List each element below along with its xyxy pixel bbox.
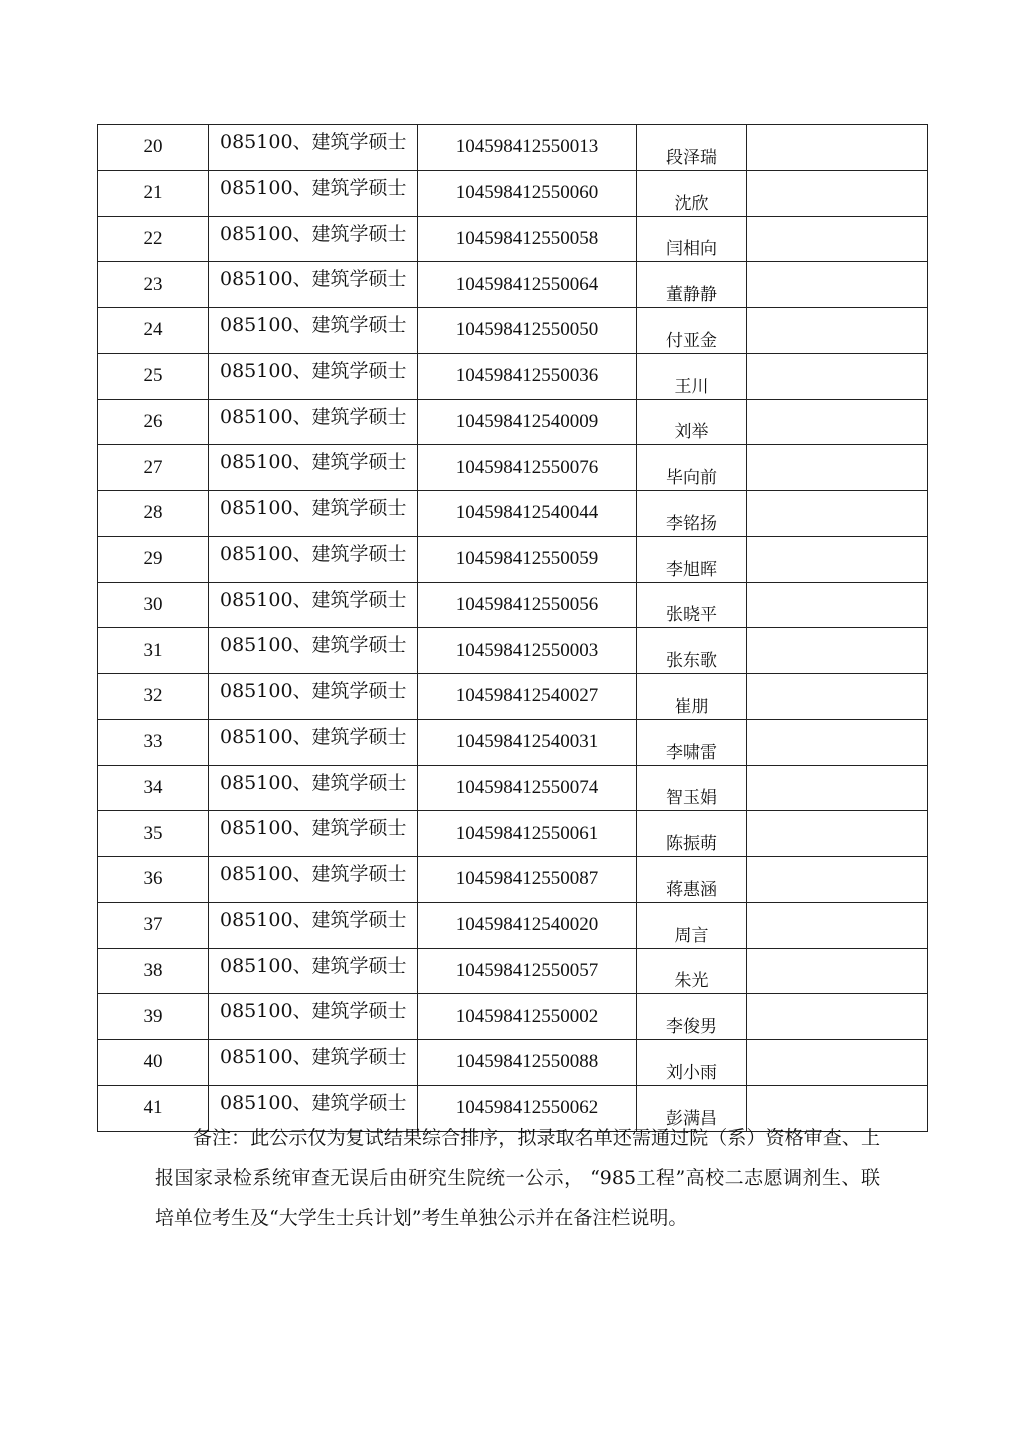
note-cell — [747, 719, 928, 765]
row-number-cell: 41 — [98, 1085, 209, 1131]
candidate-id-cell: 104598412550076 — [418, 445, 637, 491]
row-number-cell: 22 — [98, 216, 209, 262]
remarks-section — [155, 1118, 880, 1238]
table-row — [98, 1040, 928, 1086]
candidate-id-cell: 104598412550058 — [418, 216, 637, 262]
major-cell: 085100、建筑学硕士 — [209, 536, 418, 582]
note-cell — [747, 582, 928, 628]
candidate-name-cell: 彭满昌 — [637, 1085, 747, 1131]
note-cell — [747, 1040, 928, 1086]
major-cell: 085100、建筑学硕士 — [209, 445, 418, 491]
table-row — [98, 994, 928, 1040]
row-number-cell: 35 — [98, 811, 209, 857]
table-row — [98, 216, 928, 262]
candidate-name-cell: 李旭晖 — [637, 536, 747, 582]
major-cell: 085100、建筑学硕士 — [209, 857, 418, 903]
candidate-name-cell: 刘举 — [637, 399, 747, 445]
candidate-id-cell: 104598412540020 — [418, 902, 637, 948]
note-cell — [747, 170, 928, 216]
note-cell — [747, 674, 928, 720]
note-cell — [747, 491, 928, 537]
admission-table — [97, 124, 928, 1132]
table-row — [98, 857, 928, 903]
major-cell: 085100、建筑学硕士 — [209, 765, 418, 811]
row-number-cell: 31 — [98, 628, 209, 674]
candidate-name-cell: 王川 — [637, 353, 747, 399]
candidate-id-cell: 104598412550062 — [418, 1085, 637, 1131]
major-cell: 085100、建筑学硕士 — [209, 1085, 418, 1131]
table-row — [98, 491, 928, 537]
note-cell — [747, 125, 928, 171]
major-cell: 085100、建筑学硕士 — [209, 262, 418, 308]
row-number-cell: 21 — [98, 170, 209, 216]
table-row — [98, 125, 928, 171]
table-row — [98, 353, 928, 399]
admission-table-body — [98, 125, 928, 1132]
candidate-name-cell: 蒋惠涵 — [637, 857, 747, 903]
candidate-id-cell: 104598412550074 — [418, 765, 637, 811]
candidate-name-cell: 闫相向 — [637, 216, 747, 262]
major-cell: 085100、建筑学硕士 — [209, 216, 418, 262]
table-row — [98, 262, 928, 308]
candidate-id-cell: 104598412550060 — [418, 170, 637, 216]
table-row — [98, 308, 928, 354]
candidate-id-cell: 104598412550064 — [418, 262, 637, 308]
table-row — [98, 445, 928, 491]
row-number-cell: 28 — [98, 491, 209, 537]
table-row — [98, 674, 928, 720]
major-cell: 085100、建筑学硕士 — [209, 399, 418, 445]
table-row — [98, 170, 928, 216]
row-number-cell: 34 — [98, 765, 209, 811]
candidate-name-cell: 张东歌 — [637, 628, 747, 674]
table-row — [98, 902, 928, 948]
candidate-name-cell: 智玉娟 — [637, 765, 747, 811]
note-cell — [747, 216, 928, 262]
note-cell — [747, 308, 928, 354]
major-cell: 085100、建筑学硕士 — [209, 170, 418, 216]
table-row — [98, 811, 928, 857]
candidate-id-cell: 104598412540044 — [418, 491, 637, 537]
admission-table-container — [97, 124, 927, 1132]
candidate-name-cell: 刘小雨 — [637, 1040, 747, 1086]
candidate-id-cell: 104598412550059 — [418, 536, 637, 582]
candidate-id-cell: 104598412550056 — [418, 582, 637, 628]
major-cell: 085100、建筑学硕士 — [209, 353, 418, 399]
remarks-text: 备注：此公示仅为复试结果综合排序，拟录取名单还需通过院（系）资格审查、上报国家录检系统审查无误后由研究生院统一公示， “985工程”高校二志愿调剂生、联培单位考生及“大学生士兵计划”考生单独公示并在备注栏说明。 — [155, 1127, 880, 1229]
row-number-cell: 40 — [98, 1040, 209, 1086]
table-row — [98, 536, 928, 582]
major-cell: 085100、建筑学硕士 — [209, 994, 418, 1040]
candidate-name-cell: 周言 — [637, 902, 747, 948]
row-number-cell: 27 — [98, 445, 209, 491]
major-cell: 085100、建筑学硕士 — [209, 674, 418, 720]
row-number-cell: 38 — [98, 948, 209, 994]
candidate-name-cell: 毕向前 — [637, 445, 747, 491]
note-cell — [747, 857, 928, 903]
note-cell — [747, 811, 928, 857]
major-cell: 085100、建筑学硕士 — [209, 491, 418, 537]
table-row — [98, 628, 928, 674]
major-cell: 085100、建筑学硕士 — [209, 125, 418, 171]
note-cell — [747, 902, 928, 948]
candidate-id-cell: 104598412540009 — [418, 399, 637, 445]
major-cell: 085100、建筑学硕士 — [209, 308, 418, 354]
note-cell — [747, 353, 928, 399]
major-cell: 085100、建筑学硕士 — [209, 811, 418, 857]
row-number-cell: 24 — [98, 308, 209, 354]
major-cell: 085100、建筑学硕士 — [209, 1040, 418, 1086]
major-cell: 085100、建筑学硕士 — [209, 582, 418, 628]
table-row — [98, 765, 928, 811]
row-number-cell: 37 — [98, 902, 209, 948]
major-cell: 085100、建筑学硕士 — [209, 719, 418, 765]
candidate-id-cell: 104598412550003 — [418, 628, 637, 674]
candidate-id-cell: 104598412540031 — [418, 719, 637, 765]
major-cell: 085100、建筑学硕士 — [209, 902, 418, 948]
candidate-id-cell: 104598412540027 — [418, 674, 637, 720]
note-cell — [747, 399, 928, 445]
note-cell — [747, 628, 928, 674]
candidate-id-cell: 104598412550088 — [418, 1040, 637, 1086]
candidate-name-cell: 崔朋 — [637, 674, 747, 720]
candidate-name-cell: 李铭扬 — [637, 491, 747, 537]
candidate-id-cell: 104598412550050 — [418, 308, 637, 354]
row-number-cell: 25 — [98, 353, 209, 399]
row-number-cell: 33 — [98, 719, 209, 765]
note-cell — [747, 445, 928, 491]
major-cell: 085100、建筑学硕士 — [209, 628, 418, 674]
candidate-name-cell: 付亚金 — [637, 308, 747, 354]
table-row — [98, 399, 928, 445]
candidate-name-cell: 沈欣 — [637, 170, 747, 216]
note-cell — [747, 765, 928, 811]
candidate-name-cell: 李俊男 — [637, 994, 747, 1040]
candidate-id-cell: 104598412550002 — [418, 994, 637, 1040]
table-row — [98, 719, 928, 765]
candidate-id-cell: 104598412550036 — [418, 353, 637, 399]
candidate-id-cell: 104598412550061 — [418, 811, 637, 857]
row-number-cell: 39 — [98, 994, 209, 1040]
table-row — [98, 948, 928, 994]
candidate-name-cell: 陈振萌 — [637, 811, 747, 857]
note-cell — [747, 262, 928, 308]
row-number-cell: 26 — [98, 399, 209, 445]
candidate-name-cell: 张晓平 — [637, 582, 747, 628]
row-number-cell: 32 — [98, 674, 209, 720]
table-row — [98, 582, 928, 628]
major-cell: 085100、建筑学硕士 — [209, 948, 418, 994]
note-cell — [747, 994, 928, 1040]
candidate-name-cell: 朱光 — [637, 948, 747, 994]
candidate-id-cell: 104598412550013 — [418, 125, 637, 171]
row-number-cell: 20 — [98, 125, 209, 171]
candidate-id-cell: 104598412550057 — [418, 948, 637, 994]
note-cell — [747, 536, 928, 582]
row-number-cell: 36 — [98, 857, 209, 903]
candidate-name-cell: 李啸雷 — [637, 719, 747, 765]
row-number-cell: 30 — [98, 582, 209, 628]
note-cell — [747, 948, 928, 994]
row-number-cell: 23 — [98, 262, 209, 308]
candidate-id-cell: 104598412550087 — [418, 857, 637, 903]
candidate-name-cell: 段泽瑞 — [637, 125, 747, 171]
row-number-cell: 29 — [98, 536, 209, 582]
candidate-name-cell: 董静静 — [637, 262, 747, 308]
